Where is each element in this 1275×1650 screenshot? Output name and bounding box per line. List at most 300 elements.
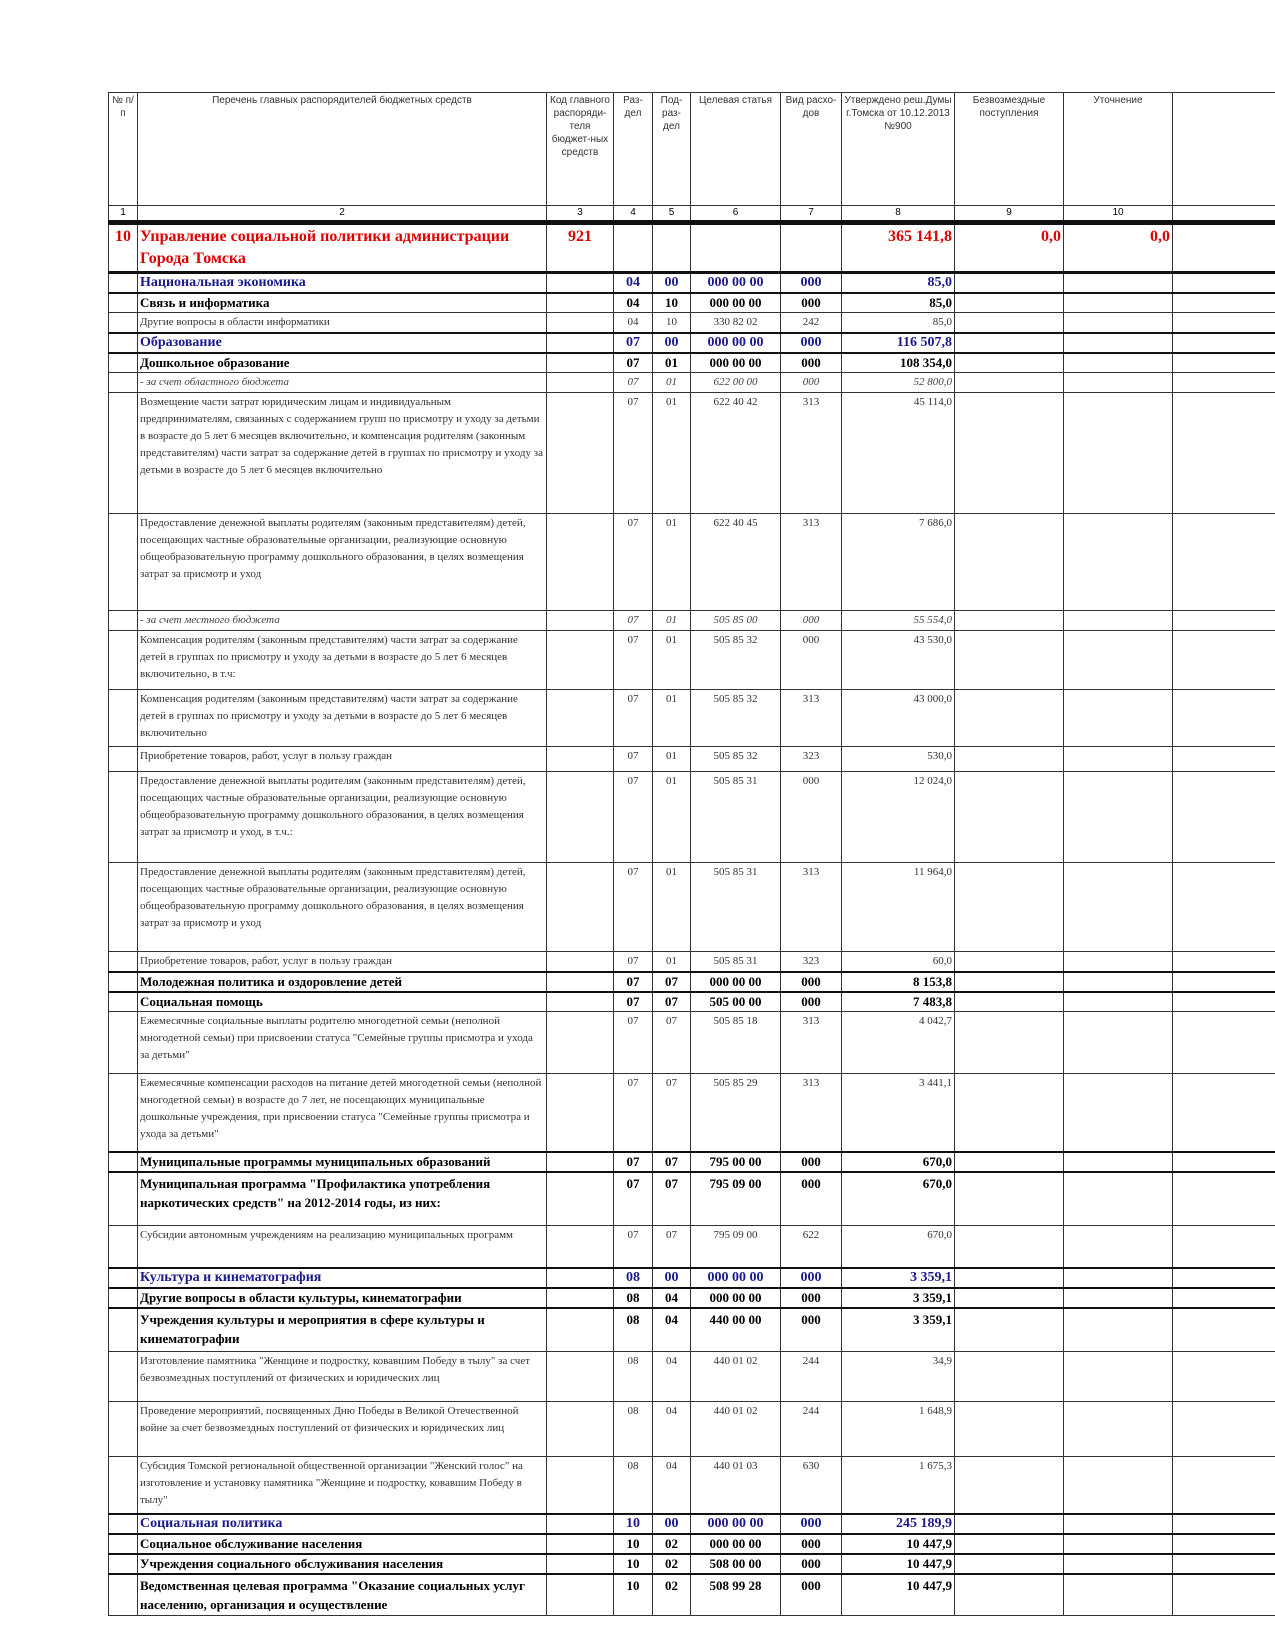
table-row [109, 747, 1275, 772]
approved-amount-cell: 365 141,8 [842, 223, 955, 273]
row-number-cell [109, 972, 138, 992]
admin-code-cell [547, 952, 614, 973]
table-row [109, 293, 1275, 313]
table-row [109, 313, 1275, 334]
section-cell: 08 [614, 1352, 653, 1402]
row-number-cell: 10 [109, 223, 138, 273]
subsection-cell: 04 [653, 1457, 691, 1514]
gratuitous-receipts-cell [955, 1226, 1064, 1268]
item-name-cell: Возмещение части затрат юридическим лицам и индивидуальным предпринимателям, связанных с содержанием групп по присмотру и уходу за детьми в возрасте до 5 лет 6 месяцев включительно, и компенсация родителям (законным представителям) части затрат за содержание детей в группах по присмотру и уходу за детьми в возрасте до 5 лет 6 месяцев включительно [138, 393, 547, 514]
expense-type-cell: 000 [781, 1172, 842, 1226]
table-row [109, 1308, 1275, 1352]
expense-type-cell: 000 [781, 1308, 842, 1352]
item-name-cell: Предоставление денежной выплаты родителям (законным представителям) детей, посещающих частные образовательные организации, реализующие основную общеобразовательную программу дошкольного образования, в целях возмещения затрат за присмотр и уход [138, 863, 547, 952]
section-cell: 07 [614, 611, 653, 631]
admin-code-cell [547, 1268, 614, 1288]
gratuitous-receipts-cell [955, 1074, 1064, 1152]
item-name-cell: Другие вопросы в области культуры, кинематографии [138, 1288, 547, 1308]
expense-type-cell: 313 [781, 1074, 842, 1152]
row-number-cell [109, 611, 138, 631]
section-cell: 07 [614, 514, 653, 611]
gratuitous-receipts-cell [955, 1152, 1064, 1172]
expense-type-cell: 000 [781, 1534, 842, 1554]
approved-amount-cell: 670,0 [842, 1172, 955, 1226]
row-number-cell [109, 1074, 138, 1152]
target-article-cell: 440 01 03 [691, 1457, 781, 1514]
subsection-cell [653, 223, 691, 273]
approved-amount-cell: 670,0 [842, 1152, 955, 1172]
section-cell: 07 [614, 1152, 653, 1172]
gratuitous-receipts-cell: 0,0 [955, 223, 1064, 273]
extra-column-cell [1173, 1074, 1275, 1152]
target-article-cell: 505 85 31 [691, 952, 781, 973]
admin-code-cell [547, 611, 614, 631]
target-article-cell: 000 00 00 [691, 1268, 781, 1288]
gratuitous-receipts-cell [955, 972, 1064, 992]
admin-code-cell [547, 972, 614, 992]
adjustment-cell [1064, 1352, 1173, 1402]
adjustment-cell [1064, 631, 1173, 690]
adjustment-cell: 0,0 [1064, 223, 1173, 273]
item-name-cell: Дошкольное образование [138, 353, 547, 373]
subsection-cell: 00 [653, 333, 691, 353]
adjustment-cell [1064, 1457, 1173, 1514]
expense-type-cell: 000 [781, 631, 842, 690]
extra-column-cell [1173, 1402, 1275, 1457]
approved-amount-cell: 52 800,0 [842, 373, 955, 393]
target-article-cell: 505 85 00 [691, 611, 781, 631]
row-number-cell [109, 373, 138, 393]
expense-type-cell: 244 [781, 1402, 842, 1457]
admin-code-cell: 921 [547, 223, 614, 273]
expense-type-cell: 323 [781, 952, 842, 973]
extra-column-cell [1173, 1012, 1275, 1074]
expense-type-cell: 000 [781, 1288, 842, 1308]
item-name-cell: Социальная политика [138, 1514, 547, 1534]
extra-column-cell [1173, 273, 1275, 294]
section-cell: 04 [614, 273, 653, 294]
expense-type-cell: 313 [781, 393, 842, 514]
adjustment-cell [1064, 1226, 1173, 1268]
approved-amount-cell: 10 447,9 [842, 1534, 955, 1554]
row-number-cell [109, 1288, 138, 1308]
item-name-cell: Субсидия Томской региональной общественной организации "Женский голос" на изготовление и установку памятника "Женщине и подростку, ковавшим Победу в тылу" [138, 1457, 547, 1514]
admin-code-cell [547, 1554, 614, 1574]
expense-type-cell: 000 [781, 1514, 842, 1534]
expense-type-cell: 000 [781, 373, 842, 393]
gratuitous-receipts-cell [955, 1574, 1064, 1616]
extra-column-cell [1173, 772, 1275, 863]
expense-type-cell: 000 [781, 992, 842, 1012]
admin-code-cell [547, 1574, 614, 1616]
admin-code-cell: 3 [547, 206, 614, 223]
table-row [109, 972, 1275, 992]
expense-type-cell: Вид расхо-дов [781, 93, 842, 206]
target-article-cell: 505 85 32 [691, 631, 781, 690]
row-number-cell [109, 1514, 138, 1534]
approved-amount-cell: 12 024,0 [842, 772, 955, 863]
admin-code-cell [547, 863, 614, 952]
item-name-cell: Ежемесячные социальные выплаты родителю многодетной семьи (неполной многодетной семьи) при присвоении статуса "Семейные группы присмотра и ухода за детьми" [138, 1012, 547, 1074]
item-name-cell: Учреждения социального обслуживания населения [138, 1554, 547, 1574]
admin-code-cell [547, 1012, 614, 1074]
approved-amount-cell: 34,9 [842, 1352, 955, 1402]
table-row [109, 273, 1275, 294]
section-cell: 08 [614, 1268, 653, 1288]
section-cell: 07 [614, 747, 653, 772]
row-number-cell [109, 772, 138, 863]
gratuitous-receipts-cell [955, 863, 1064, 952]
gratuitous-receipts-cell [955, 373, 1064, 393]
extra-column-cell [1173, 223, 1275, 273]
gratuitous-receipts-cell [955, 1352, 1064, 1402]
expense-type-cell: 000 [781, 353, 842, 373]
table-row [109, 353, 1275, 373]
section-cell: 07 [614, 393, 653, 514]
approved-amount-cell: 8 153,8 [842, 972, 955, 992]
gratuitous-receipts-cell [955, 353, 1064, 373]
table-header-row [109, 93, 1275, 206]
row-number-cell [109, 863, 138, 952]
extra-column-cell [1173, 353, 1275, 373]
admin-code-cell [547, 1352, 614, 1402]
section-cell: 07 [614, 863, 653, 952]
adjustment-cell [1064, 1534, 1173, 1554]
admin-code-cell [547, 1288, 614, 1308]
adjustment-cell [1064, 293, 1173, 313]
target-article-cell: 505 85 32 [691, 747, 781, 772]
extra-column-cell [1173, 1288, 1275, 1308]
item-name-cell: Субсидии автономным учреждениям на реализацию муниципальных программ [138, 1226, 547, 1268]
adjustment-cell [1064, 772, 1173, 863]
expense-type-cell: 242 [781, 313, 842, 334]
expense-type-cell: 000 [781, 1268, 842, 1288]
target-article-cell: 6 [691, 206, 781, 223]
extra-column-cell [1173, 611, 1275, 631]
item-name-cell: Предоставление денежной выплаты родителям (законным представителям) детей, посещающих частные образовательные организации, реализующие основную общеобразовательную программу дошкольного образования, в целях возмещения затрат за присмотр и уход, в т.ч.: [138, 772, 547, 863]
subsection-cell: 01 [653, 690, 691, 747]
table-row [109, 1152, 1275, 1172]
section-cell: 07 [614, 373, 653, 393]
gratuitous-receipts-cell [955, 1308, 1064, 1352]
target-article-cell: Целевая статья [691, 93, 781, 206]
approved-amount-cell: 3 359,1 [842, 1288, 955, 1308]
subsection-cell: Под-раз-дел [653, 93, 691, 206]
subsection-cell: 02 [653, 1574, 691, 1616]
approved-amount-cell: 1 675,3 [842, 1457, 955, 1514]
gratuitous-receipts-cell: 9 [955, 206, 1064, 223]
approved-amount-cell: 8 [842, 206, 955, 223]
adjustment-cell [1064, 514, 1173, 611]
extra-column-cell [1173, 1172, 1275, 1226]
extra-column-cell [1173, 514, 1275, 611]
target-article-cell: 000 00 00 [691, 1288, 781, 1308]
item-name-cell: Учреждения культуры и мероприятия в сфере культуры и кинематографии [138, 1308, 547, 1352]
table-row [109, 1574, 1275, 1616]
approved-amount-cell: 55 554,0 [842, 611, 955, 631]
section-cell: 08 [614, 1288, 653, 1308]
adjustment-cell [1064, 353, 1173, 373]
adjustment-cell [1064, 1288, 1173, 1308]
extra-column-cell [1173, 972, 1275, 992]
extra-column-cell [1173, 1574, 1275, 1616]
subsection-cell: 04 [653, 1308, 691, 1352]
table-row [109, 223, 1275, 273]
section-cell: 10 [614, 1574, 653, 1616]
item-name-cell: Муниципальная программа "Профилактика употребления наркотических средств" на 2012-2014 годы, из них: [138, 1172, 547, 1226]
expense-type-cell: 622 [781, 1226, 842, 1268]
approved-amount-cell: 116 507,8 [842, 333, 955, 353]
expense-type-cell [781, 223, 842, 273]
admin-code-cell [547, 1172, 614, 1226]
section-cell: Раз-дел [614, 93, 653, 206]
target-article-cell: 622 40 42 [691, 393, 781, 514]
adjustment-cell [1064, 690, 1173, 747]
section-cell: 07 [614, 1172, 653, 1226]
row-number-cell: № п/п [109, 93, 138, 206]
target-article-cell: 622 00 00 [691, 373, 781, 393]
extra-column-cell [1173, 690, 1275, 747]
admin-code-cell [547, 1074, 614, 1152]
extra-column-cell [1173, 93, 1275, 206]
admin-code-cell [547, 1308, 614, 1352]
target-article-cell: 505 85 18 [691, 1012, 781, 1074]
extra-column-cell [1173, 1268, 1275, 1288]
item-name-cell: Другие вопросы в области информатики [138, 313, 547, 334]
expense-type-cell: 000 [781, 273, 842, 294]
admin-code-cell [547, 293, 614, 313]
subsection-cell: 01 [653, 747, 691, 772]
adjustment-cell [1064, 1012, 1173, 1074]
item-name-cell: Связь и информатика [138, 293, 547, 313]
extra-column-cell [1173, 373, 1275, 393]
target-article-cell: 795 09 00 [691, 1172, 781, 1226]
item-name-cell: Социальное обслуживание населения [138, 1534, 547, 1554]
gratuitous-receipts-cell [955, 273, 1064, 294]
expense-type-cell: 313 [781, 514, 842, 611]
gratuitous-receipts-cell [955, 333, 1064, 353]
adjustment-cell [1064, 1172, 1173, 1226]
approved-amount-cell: 85,0 [842, 293, 955, 313]
gratuitous-receipts-cell [955, 393, 1064, 514]
row-number-cell [109, 1308, 138, 1352]
section-cell: 07 [614, 1226, 653, 1268]
adjustment-cell [1064, 273, 1173, 294]
item-name-cell: Ведомственная целевая программа "Оказание социальных услуг населению, организация и осуществление [138, 1574, 547, 1616]
admin-code-cell [547, 333, 614, 353]
expense-type-cell: 000 [781, 772, 842, 863]
table-row [109, 333, 1275, 353]
table-row [109, 1012, 1275, 1074]
target-article-cell: 000 00 00 [691, 273, 781, 294]
approved-amount-cell: 670,0 [842, 1226, 955, 1268]
item-name-cell: Компенсация родителям (законным представителям) части затрат за содержание детей в группах по присмотру и уходу за детьми в возрасте до 5 лет 6 месяцев включительно [138, 690, 547, 747]
subsection-cell: 00 [653, 1268, 691, 1288]
row-number-cell [109, 690, 138, 747]
row-number-cell [109, 1268, 138, 1288]
subsection-cell: 01 [653, 863, 691, 952]
item-name-cell: Приобретение товаров, работ, услуг в пользу граждан [138, 952, 547, 973]
approved-amount-cell: 60,0 [842, 952, 955, 973]
extra-column-cell [1173, 1534, 1275, 1554]
admin-code-cell [547, 353, 614, 373]
row-number-cell [109, 747, 138, 772]
expense-type-cell: 000 [781, 1554, 842, 1574]
expense-type-cell: 313 [781, 863, 842, 952]
target-article-cell [691, 223, 781, 273]
adjustment-cell: Уточнение [1064, 93, 1173, 206]
approved-amount-cell: 43 530,0 [842, 631, 955, 690]
gratuitous-receipts-cell [955, 631, 1064, 690]
gratuitous-receipts-cell [955, 514, 1064, 611]
subsection-cell: 04 [653, 1352, 691, 1402]
subsection-cell: 5 [653, 206, 691, 223]
target-article-cell: 000 00 00 [691, 972, 781, 992]
admin-code-cell [547, 313, 614, 334]
target-article-cell: 505 00 00 [691, 992, 781, 1012]
table-row [109, 611, 1275, 631]
target-article-cell: 508 00 00 [691, 1554, 781, 1574]
approved-amount-cell: 85,0 [842, 313, 955, 334]
adjustment-cell [1064, 992, 1173, 1012]
extra-column-cell [1173, 1226, 1275, 1268]
adjustment-cell: 10 [1064, 206, 1173, 223]
gratuitous-receipts-cell [955, 1012, 1064, 1074]
approved-amount-cell: 3 441,1 [842, 1074, 955, 1152]
budget-table [108, 92, 1275, 1616]
gratuitous-receipts-cell [955, 1172, 1064, 1226]
table-row [109, 1226, 1275, 1268]
admin-code-cell [547, 631, 614, 690]
subsection-cell: 01 [653, 373, 691, 393]
admin-code-cell [547, 393, 614, 514]
target-article-cell: 000 00 00 [691, 1514, 781, 1534]
target-article-cell: 440 01 02 [691, 1402, 781, 1457]
row-number-cell: 1 [109, 206, 138, 223]
extra-column-cell [1173, 863, 1275, 952]
adjustment-cell [1064, 863, 1173, 952]
section-cell: 04 [614, 313, 653, 334]
item-name-cell: Национальная экономика [138, 273, 547, 294]
gratuitous-receipts-cell [955, 313, 1064, 334]
extra-column-cell [1173, 1554, 1275, 1574]
item-name-cell: Предоставление денежной выплаты родителям (законным представителям) детей, посещающих частные образовательные организации, реализующие основную общеобразовательную программу дошкольного образования, в целях возмещения затрат за присмотр и уход [138, 514, 547, 611]
item-name-cell: Культура и кинематография [138, 1268, 547, 1288]
extra-column-cell [1173, 333, 1275, 353]
column-number-row [109, 206, 1275, 223]
subsection-cell: 07 [653, 972, 691, 992]
expense-type-cell: 313 [781, 1012, 842, 1074]
gratuitous-receipts-cell [955, 1457, 1064, 1514]
section-cell: 07 [614, 952, 653, 973]
approved-amount-cell: 108 354,0 [842, 353, 955, 373]
adjustment-cell [1064, 1514, 1173, 1534]
expense-type-cell: 000 [781, 1574, 842, 1616]
admin-code-cell [547, 1457, 614, 1514]
expense-type-cell: 244 [781, 1352, 842, 1402]
admin-code-cell [547, 690, 614, 747]
gratuitous-receipts-cell [955, 690, 1064, 747]
item-name-cell: Компенсация родителям (законным представителям) части затрат за содержание детей в группах по присмотру и уходу за детьми в возрасте до 5 лет 6 месяцев включительно, в т.ч: [138, 631, 547, 690]
subsection-cell: 04 [653, 1288, 691, 1308]
expense-type-cell: 313 [781, 690, 842, 747]
item-name-cell: Перечень главных распорядителей бюджетных средств [138, 93, 547, 206]
row-number-cell [109, 1352, 138, 1402]
adjustment-cell [1064, 393, 1173, 514]
admin-code-cell [547, 772, 614, 863]
section-cell: 07 [614, 631, 653, 690]
admin-code-cell: Код главного распоряди-теля бюджет-ных средств [547, 93, 614, 206]
subsection-cell: 07 [653, 1226, 691, 1268]
extra-column-cell [1173, 206, 1275, 223]
gratuitous-receipts-cell [955, 772, 1064, 863]
section-cell: 08 [614, 1402, 653, 1457]
section-cell: 4 [614, 206, 653, 223]
row-number-cell [109, 1226, 138, 1268]
item-name-cell: - за счет областного бюджета [138, 373, 547, 393]
approved-amount-cell: 530,0 [842, 747, 955, 772]
extra-column-cell [1173, 747, 1275, 772]
extra-column-cell [1173, 1457, 1275, 1514]
extra-column-cell [1173, 1308, 1275, 1352]
section-cell: 07 [614, 772, 653, 863]
subsection-cell: 07 [653, 1172, 691, 1226]
extra-column-cell [1173, 631, 1275, 690]
approved-amount-cell: 10 447,9 [842, 1554, 955, 1574]
target-article-cell: 000 00 00 [691, 293, 781, 313]
section-cell: 07 [614, 333, 653, 353]
item-name-cell: - за счет местного бюджета [138, 611, 547, 631]
row-number-cell [109, 1534, 138, 1554]
extra-column-cell [1173, 1514, 1275, 1534]
adjustment-cell [1064, 1308, 1173, 1352]
gratuitous-receipts-cell [955, 611, 1064, 631]
table-row [109, 1514, 1275, 1534]
section-cell: 07 [614, 1012, 653, 1074]
target-article-cell: 505 85 29 [691, 1074, 781, 1152]
adjustment-cell [1064, 1554, 1173, 1574]
admin-code-cell [547, 1534, 614, 1554]
item-name-cell: Ежемесячные компенсации расходов на питание детей многодетной семьи (неполной многодетной семьи) в возрасте до 7 лет, не посещающих муниципальные дошкольные учреждения, при присвоении статуса "Семейные группы присмотра и ухода за детьми" [138, 1074, 547, 1152]
row-number-cell [109, 353, 138, 373]
subsection-cell: 01 [653, 631, 691, 690]
row-number-cell [109, 333, 138, 353]
admin-code-cell [547, 373, 614, 393]
approved-amount-cell: 7 686,0 [842, 514, 955, 611]
item-name-cell: Приобретение товаров, работ, услуг в пользу граждан [138, 747, 547, 772]
approved-amount-cell: 45 114,0 [842, 393, 955, 514]
subsection-cell: 01 [653, 611, 691, 631]
table-row [109, 1288, 1275, 1308]
section-cell: 04 [614, 293, 653, 313]
gratuitous-receipts-cell [955, 1288, 1064, 1308]
expense-type-cell: 000 [781, 1152, 842, 1172]
row-number-cell [109, 1574, 138, 1616]
row-number-cell [109, 514, 138, 611]
row-number-cell [109, 313, 138, 334]
target-article-cell: 000 00 00 [691, 353, 781, 373]
approved-amount-cell: 10 447,9 [842, 1574, 955, 1616]
adjustment-cell [1064, 952, 1173, 973]
row-number-cell [109, 273, 138, 294]
expense-type-cell: 323 [781, 747, 842, 772]
item-name-cell: Образование [138, 333, 547, 353]
admin-code-cell [547, 1152, 614, 1172]
item-name-cell: Муниципальные программы муниципальных образований [138, 1152, 547, 1172]
row-number-cell [109, 1457, 138, 1514]
subsection-cell: 07 [653, 1152, 691, 1172]
gratuitous-receipts-cell [955, 293, 1064, 313]
